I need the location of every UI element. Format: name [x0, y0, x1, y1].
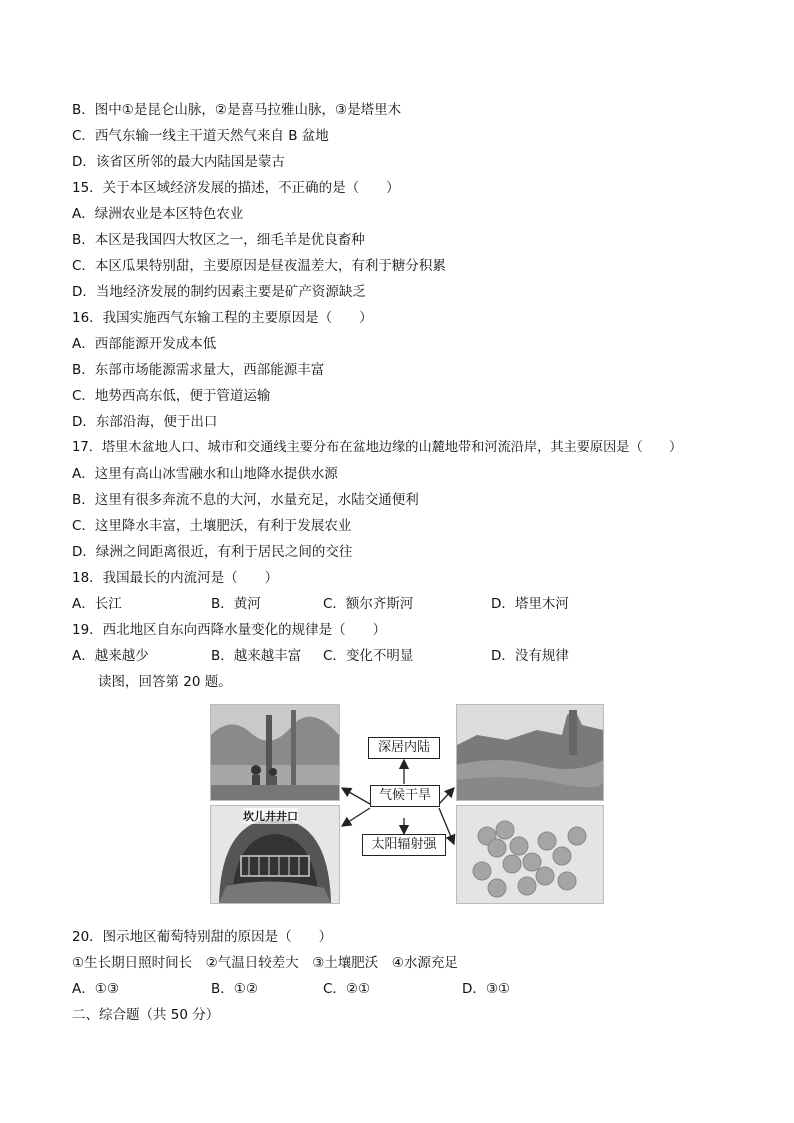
q15-option-a: A．绿洲农业是本区特色农业: [72, 206, 244, 222]
q16-option-d: D．东部沿海，便于出口: [72, 414, 218, 430]
q17-option-a: A．这里有高山冰雪融水和山地降水提供水源: [72, 466, 338, 482]
question-17: 17．塔里木盆地人口、城市和交通线主要分布在盆地边缘的山麓地带和河流沿岸，其主要原因是（ ）: [72, 440, 683, 455]
q15-option-b: B．本区是我国四大牧区之一，细毛羊是优良畜种: [72, 232, 365, 248]
question-20: 20．图示地区葡萄特别甜的原因是（ ）: [72, 929, 333, 945]
q16-option-a: A．西部能源开发成本低: [72, 336, 217, 352]
q18-option-b: B．黄河: [211, 596, 261, 612]
q14-option-d: D．该省区所邻的最大内陆国是蒙古: [72, 154, 285, 170]
q15-option-d: D．当地经济发展的制约因素主要是矿产资源缺乏: [72, 284, 366, 300]
q14-option-b: B．图中①是昆仑山脉，②是喜马拉雅山脉，③是塔里木: [72, 102, 402, 118]
q17-option-c: C．这里降水丰富，土壤肥沃，有利于发展农业: [72, 518, 352, 534]
q18-option-d: D．塔里木河: [491, 596, 569, 612]
figure-instruction: 读图，回答第 20 题。: [98, 674, 232, 690]
question-16: 16．我国实施西气东输工程的主要原因是（ ）: [72, 310, 373, 326]
question-19: 19．西北地区自东向西降水量变化的规律是（ ）: [72, 622, 387, 638]
q16-option-c: C．地势西高东低，便于管道运输: [72, 388, 271, 404]
box-dry-climate: 气候干旱: [370, 785, 440, 807]
q20-statements: ①生长期日照时间长 ②气温日较差大 ③土壤肥沃 ④水源充足: [72, 955, 458, 971]
q16-option-b: B．东部市场能源需求量大，西部能源丰富: [72, 362, 325, 378]
karez-well-label: 坎儿井井口: [243, 810, 298, 823]
q20-option-a: A．①③: [72, 981, 119, 997]
q14-option-c: C．西气东输一线主干道天然气来自 B 盆地: [72, 128, 329, 144]
q19-option-d: D．没有规律: [491, 648, 569, 664]
q18-option-c: C．额尔齐斯河: [323, 596, 414, 612]
q20-option-d: D．③①: [462, 981, 511, 997]
box-inland: 深居内陆: [368, 737, 440, 759]
section-heading: 二、综合题（共 50 分）: [72, 1007, 220, 1023]
q17-option-d: D．绿洲之间距离很近，有利于居民之间的交往: [72, 544, 353, 560]
q15-option-c: C．本区瓜果特别甜，主要原因是昼夜温差大，有利于糖分积累: [72, 258, 446, 274]
q17-option-b: B．这里有很多奔流不息的大河，水量充足，水陆交通便利: [72, 492, 419, 508]
q19-option-c: C．变化不明显: [323, 648, 414, 664]
q20-option-c: C．②①: [323, 981, 371, 997]
figure-grape-diagram: [210, 704, 602, 902]
question-18: 18．我国最长的内流河是（ ）: [72, 570, 279, 586]
q18-option-a: A．长江: [72, 596, 122, 612]
q19-option-a: A．越来越少: [72, 648, 149, 664]
q20-option-b: B．①②: [211, 981, 258, 997]
q19-option-b: B．越来越丰富: [211, 648, 302, 664]
box-strong-radiation: 太阳辐射强: [362, 834, 446, 856]
question-15: 15．关于本区域经济发展的描述，不正确的是（ ）: [72, 180, 400, 196]
